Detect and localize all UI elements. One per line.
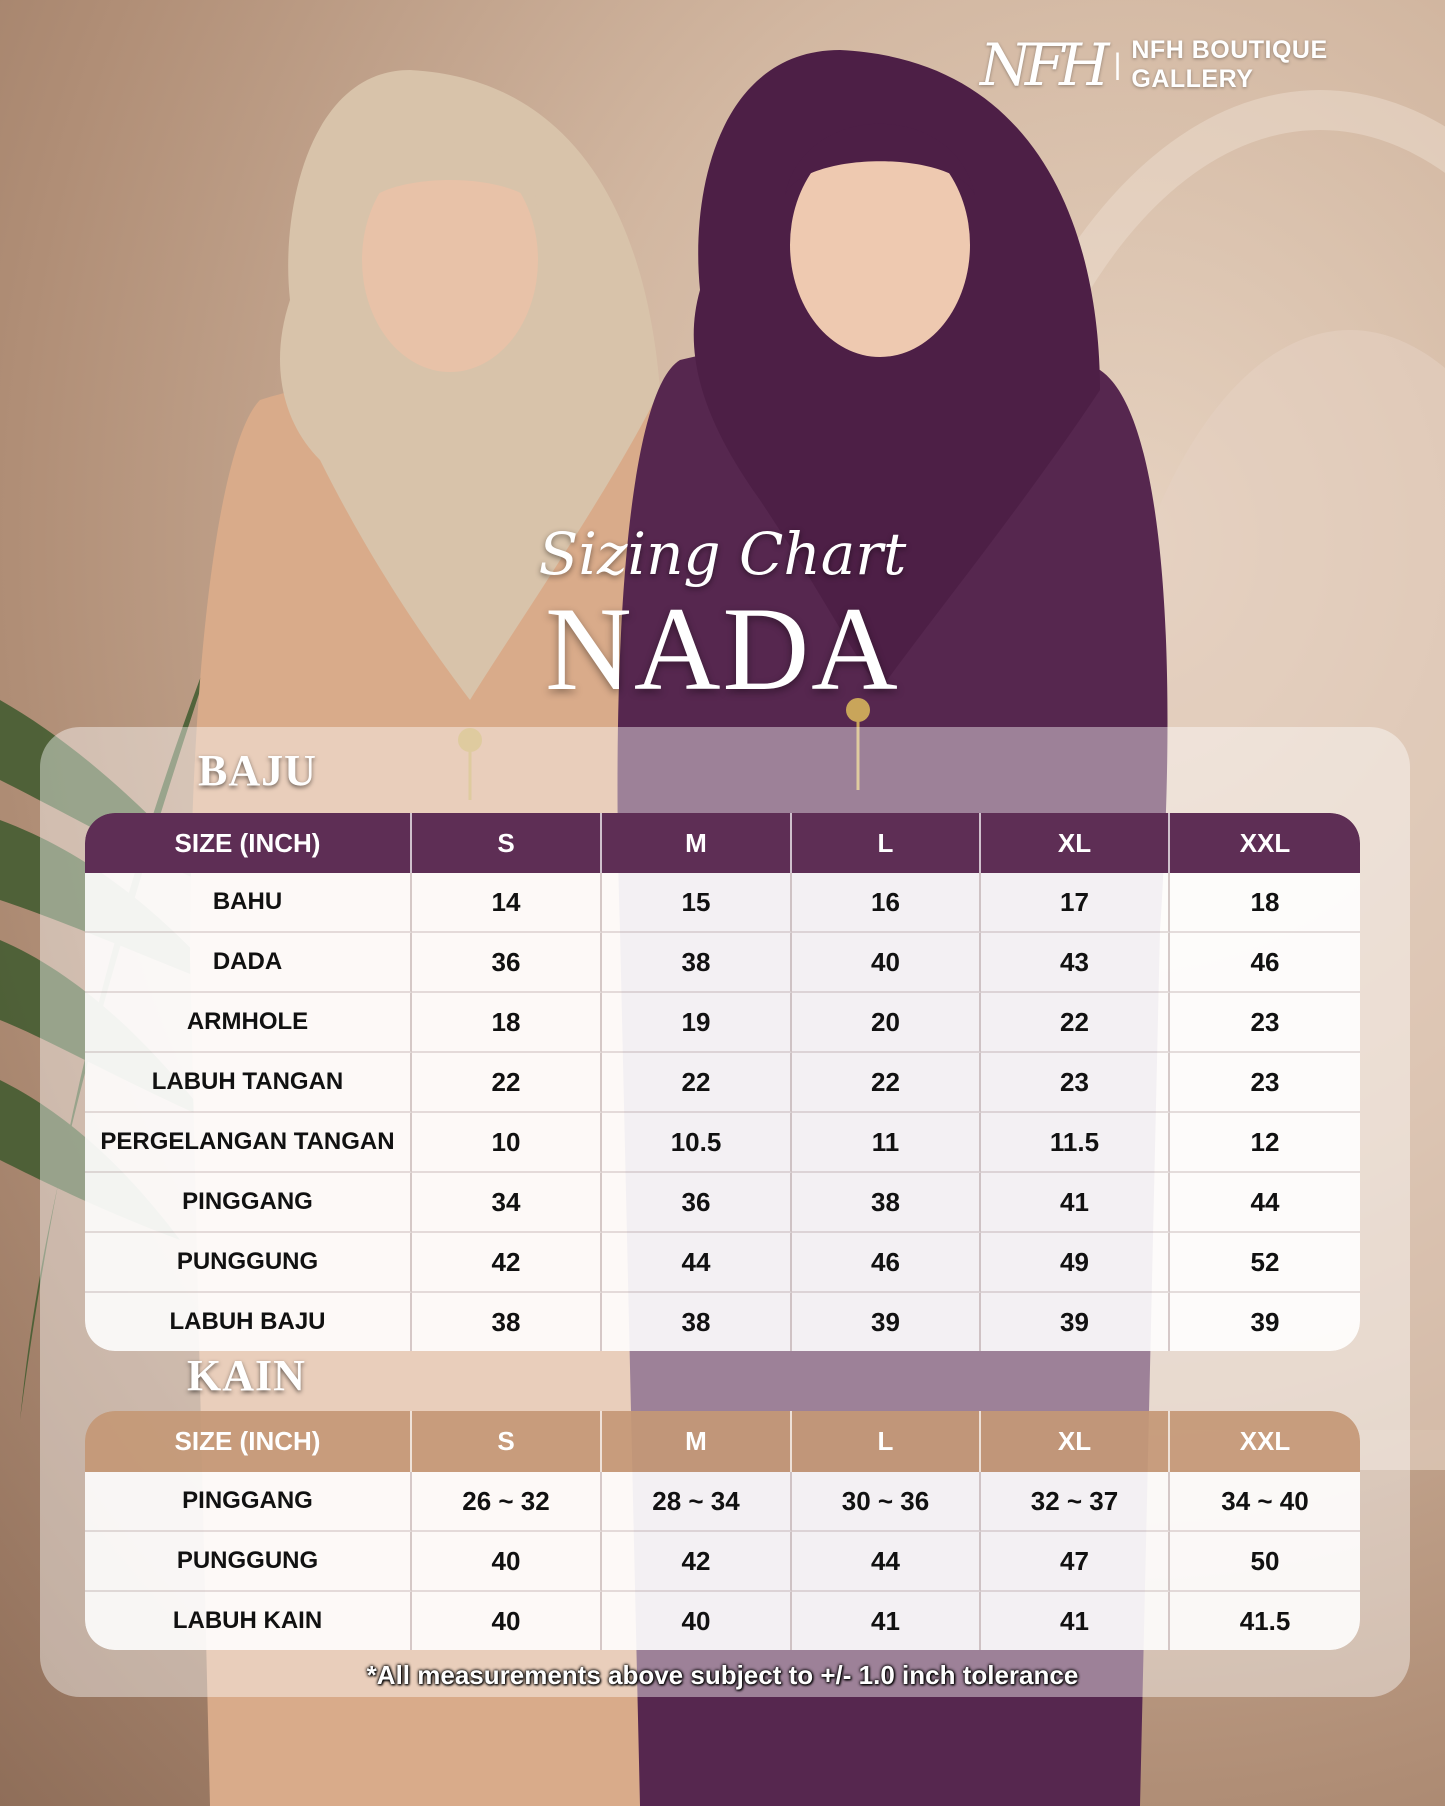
table-cell: 23 (981, 1053, 1170, 1113)
header-cell: XL (981, 813, 1170, 873)
table-cell: 32 ~ 37 (981, 1472, 1170, 1532)
table-cell: 14 (412, 873, 602, 933)
table-cell: 40 (412, 1532, 602, 1592)
table-header-row (85, 1411, 1360, 1472)
table-cell: 39 (1170, 1293, 1360, 1351)
row-label: PERGELANGAN TANGAN (85, 1113, 412, 1173)
header-cell: XXL (1170, 1411, 1360, 1472)
table-cell: 43 (981, 933, 1170, 993)
table-cell: 44 (602, 1233, 792, 1293)
brand-header (980, 30, 1420, 100)
table-cell: 42 (602, 1532, 792, 1592)
section-label-kain: KAIN (187, 1351, 306, 1400)
table-cell: 41 (792, 1592, 981, 1650)
table-cell: 42 (412, 1233, 602, 1293)
table-cell: 18 (1170, 873, 1360, 933)
section-label-baju: BAJU (198, 746, 317, 795)
table-cell: 41.5 (1170, 1592, 1360, 1650)
table-cell: 40 (602, 1592, 792, 1650)
table-cell: 49 (981, 1233, 1170, 1293)
table-row (85, 1532, 1360, 1592)
row-label: LABUH KAIN (85, 1592, 412, 1650)
table-cell: 34 ~ 40 (1170, 1472, 1360, 1532)
table-cell: 47 (981, 1532, 1170, 1592)
row-label: BAHU (85, 873, 412, 933)
table-row (85, 1233, 1360, 1293)
table-cell: 40 (412, 1592, 602, 1650)
table-cell: 12 (1170, 1113, 1360, 1173)
table-cell: 39 (981, 1293, 1170, 1351)
table-row (85, 933, 1360, 993)
table-header-row (85, 813, 1360, 873)
table-cell: 34 (412, 1173, 602, 1233)
table-cell: 20 (792, 993, 981, 1053)
table-cell: 15 (602, 873, 792, 933)
table-cell: 19 (602, 993, 792, 1053)
table-cell: 41 (981, 1592, 1170, 1650)
tolerance-footnote: *All measurements above subject to +/- 1.0 inch tolerance (366, 1660, 1079, 1690)
table-cell: 26 ~ 32 (412, 1472, 602, 1532)
row-label: PINGGANG (85, 1173, 412, 1233)
row-label: PUNGGUNG (85, 1532, 412, 1592)
table-cell: 44 (1170, 1173, 1360, 1233)
header-cell: S (412, 813, 602, 873)
header-cell: SIZE (INCH) (85, 1411, 412, 1472)
table-cell: 22 (602, 1053, 792, 1113)
table-row (85, 1053, 1360, 1113)
table-cell: 36 (602, 1173, 792, 1233)
table-row (85, 1113, 1360, 1173)
table-row (85, 993, 1360, 1053)
row-label: ARMHOLE (85, 993, 412, 1053)
table-cell: 52 (1170, 1233, 1360, 1293)
table-row (85, 1592, 1360, 1650)
table-cell: 22 (792, 1053, 981, 1113)
table-row (85, 1173, 1360, 1233)
header-cell: L (792, 813, 981, 873)
table-row (85, 1293, 1360, 1351)
table-cell: 18 (412, 993, 602, 1053)
brand-separator: | (1113, 48, 1122, 81)
brand-name: NFH BOUTIQUE GALLERY (1131, 36, 1328, 93)
table-cell: 38 (602, 1293, 792, 1351)
table-cell: 23 (1170, 993, 1360, 1053)
baju-size-table (85, 813, 1360, 1351)
table-cell: 44 (792, 1532, 981, 1592)
table-cell: 22 (981, 993, 1170, 1053)
table-cell: 16 (792, 873, 981, 933)
table-cell: 28 ~ 34 (602, 1472, 792, 1532)
brand-logo-icon: NFH (980, 31, 1104, 99)
table-cell: 10 (412, 1113, 602, 1173)
table-cell: 46 (792, 1233, 981, 1293)
table-cell: 11 (792, 1113, 981, 1173)
table-cell: 38 (602, 933, 792, 993)
table-cell: 11.5 (981, 1113, 1170, 1173)
table-cell: 38 (412, 1293, 602, 1351)
table-cell: 30 ~ 36 (792, 1472, 981, 1532)
header-cell: L (792, 1411, 981, 1472)
table-cell: 22 (412, 1053, 602, 1113)
table-row (85, 1472, 1360, 1532)
row-label: PUNGGUNG (85, 1233, 412, 1293)
row-label: DADA (85, 933, 412, 993)
row-label: PINGGANG (85, 1472, 412, 1532)
table-cell: 46 (1170, 933, 1360, 993)
table-cell: 50 (1170, 1532, 1360, 1592)
title-subtitle: Sizing Chart (538, 520, 907, 588)
header-cell: XXL (1170, 813, 1360, 873)
table-cell: 23 (1170, 1053, 1360, 1113)
table-cell: 17 (981, 873, 1170, 933)
header-cell: XL (981, 1411, 1170, 1472)
table-cell: 38 (792, 1173, 981, 1233)
kain-size-table (85, 1411, 1360, 1650)
header-cell: M (602, 1411, 792, 1472)
header-cell: M (602, 813, 792, 873)
header-cell: SIZE (INCH) (85, 813, 412, 873)
row-label: LABUH BAJU (85, 1293, 412, 1351)
table-cell: 10.5 (602, 1113, 792, 1173)
table-cell: 36 (412, 933, 602, 993)
row-label: LABUH TANGAN (85, 1053, 412, 1113)
table-cell: 40 (792, 933, 981, 993)
title-product: NADA (545, 582, 900, 715)
table-row (85, 873, 1360, 933)
header-cell: S (412, 1411, 602, 1472)
table-cell: 39 (792, 1293, 981, 1351)
table-cell: 41 (981, 1173, 1170, 1233)
